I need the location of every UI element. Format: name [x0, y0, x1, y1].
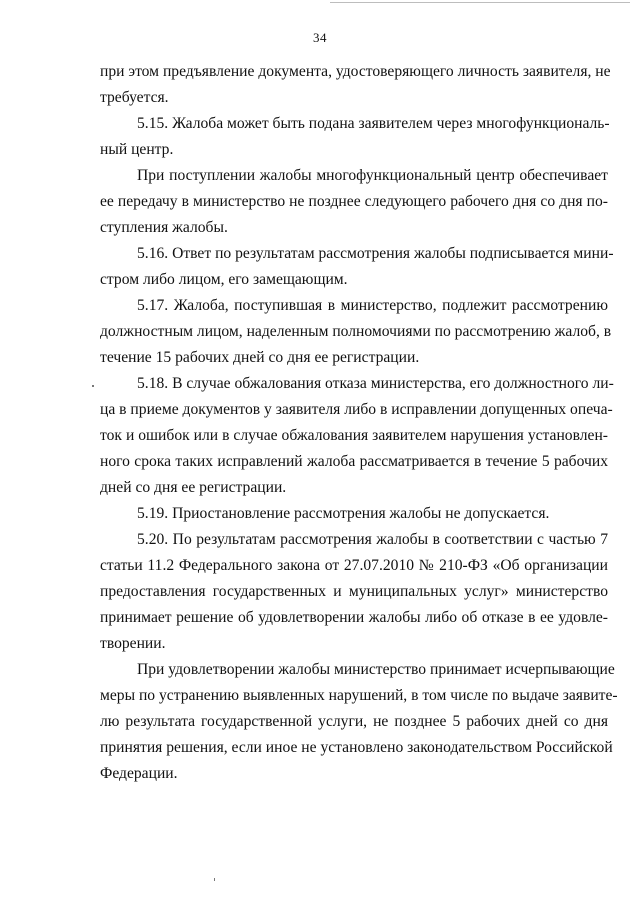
text-line-9: стром либо лицом, его замещающим.	[100, 271, 348, 288]
text-line-22: принимает решение об удовлетворении жалобы либо об отказе в ее удовле-	[100, 609, 608, 626]
text-line-4: ный центр.	[100, 141, 174, 158]
text-line-26: лю результата государственной услуги, не позднее 5 рабочих дней со дня	[100, 713, 608, 730]
text-line-24: При удовлетворении жалобы министерство принимает исчерпывающие	[137, 661, 615, 678]
text-line-19: 5.20. По результатам рассмотрения жалобы в соответствии с частью 7	[137, 531, 608, 548]
text-line-28: Федерации.	[100, 765, 178, 782]
text-line-8: 5.16. Ответ по результатам рассмотрения жалобы подписывается мини-	[137, 245, 614, 262]
scan-edge-line	[330, 2, 630, 3]
text-line-15: ток и ошибок или в случае обжалования заявителем нарушения установлен-	[100, 427, 608, 444]
scan-speck	[92, 385, 94, 387]
text-line-14: ца в приеме документов у заявителя либо в исправлении допущенных опеча-	[100, 401, 613, 418]
text-line-25: меры по устранению выявленных нарушений, в том числе по выдаче заявите-	[100, 687, 618, 704]
text-line-12: течение 15 рабочих дней со дня ее регистрации.	[100, 349, 420, 366]
page-number: 34	[313, 30, 327, 45]
text-line-2: требуется.	[100, 89, 169, 106]
text-line-1: при этом предъявление документа, удостоверяющего личность заявителя, не	[100, 63, 611, 80]
text-line-7: ступления жалобы.	[100, 219, 228, 236]
text-line-17: дней со дня ее регистрации.	[100, 479, 287, 496]
text-line-18: 5.19. Приостановление рассмотрения жалобы не допускается.	[137, 505, 550, 522]
text-line-23: творении.	[100, 635, 166, 652]
text-line-11: должностным лицом, наделенным полномочиями по рассмотрению жалоб, в	[100, 323, 612, 340]
text-line-6: ее передачу в министерство не позднее следующего рабочего дня со дня по-	[100, 193, 608, 210]
text-line-27: принятия решения, если иное не установлено законодательством Российской	[100, 739, 613, 756]
text-line-13: 5.18. В случае обжалования отказа министерства, его должностного ли-	[137, 375, 614, 392]
text-line-20: статьи 11.2 Федерального закона от 27.07.2010 № 210-ФЗ «Об организации	[100, 557, 608, 574]
text-line-16: ного срока таких исправлений жалоба рассматривается в течение 5 рабочих	[100, 453, 608, 470]
text-line-5: При поступлении жалобы многофункциональный центр обеспечивает	[137, 167, 608, 184]
text-line-3: 5.15. Жалоба может быть подана заявителем через многофункциональ-	[137, 115, 610, 132]
text-line-21: предоставления государственных и муниципальных услуг» министерство	[100, 583, 608, 600]
scan-speck	[214, 878, 215, 881]
text-line-10: 5.17. Жалоба, поступившая в министерство, подлежит рассмотрению	[137, 297, 608, 314]
